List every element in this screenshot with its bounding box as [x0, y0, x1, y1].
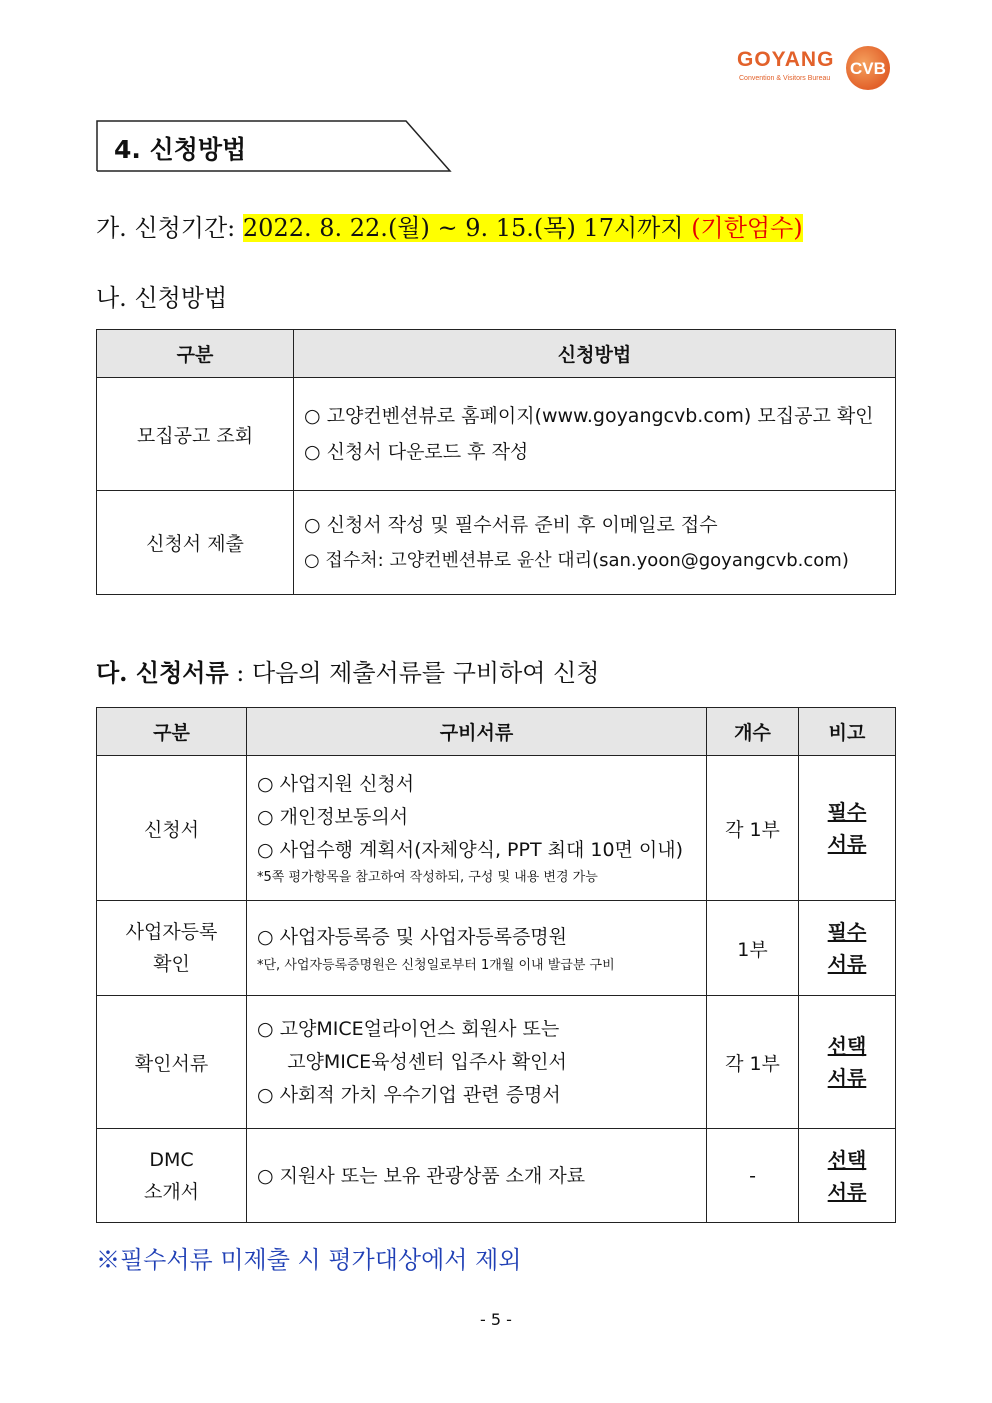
- row-content: [294, 491, 896, 595]
- logo-cvb: CVB: [850, 59, 886, 78]
- header-documents: 구비서류: [247, 708, 707, 756]
- row-remark: [799, 901, 896, 996]
- row-category: 신청서 제출: [97, 491, 294, 595]
- row-category: [97, 901, 247, 996]
- header-category: 구분: [97, 330, 294, 378]
- list-item: ○ 고양컨벤션뷰로 홈페이지(www.goyangcvb.com) 모집공고 확인: [304, 405, 874, 427]
- table-row: [97, 756, 896, 901]
- category-line-2: 확인: [153, 953, 190, 975]
- remark-line-2: 서류: [827, 1066, 867, 1090]
- application-method-table: [96, 329, 896, 595]
- row-count: 각 1부: [707, 996, 799, 1129]
- list-item: ○ 사업수행 계획서(자체양식, PPT 최대 10면 이내): [257, 838, 684, 861]
- table-header-row: [97, 708, 896, 756]
- list-item: ○ 지원사 또는 보유 관광상품 소개 자료: [257, 1164, 586, 1187]
- documents-heading-desc: : 다음의 제출서류를 구비하여 신청: [228, 659, 600, 687]
- category-line-1: 사업자등록: [125, 921, 218, 943]
- table-row: [97, 1129, 896, 1223]
- row-category: 모집공고 조회: [97, 378, 294, 491]
- note-text: *5쪽 평가항목을 참고하여 작성하되, 구성 및 내용 변경 가능: [257, 869, 598, 885]
- row-count: 각 1부: [707, 756, 799, 901]
- row-content: [294, 378, 896, 491]
- list-item: ○ 접수처: 고양컨벤션뷰로 윤산 대리(san.yoon@goyangcvb.com): [304, 549, 849, 571]
- header-count: 개수: [707, 708, 799, 756]
- row-remark: [799, 756, 896, 901]
- application-method-heading: 나. 신청방법: [96, 284, 228, 312]
- table-row: [97, 901, 896, 996]
- table-row: [97, 491, 896, 595]
- row-content: [247, 996, 707, 1129]
- header-method: 신청방법: [294, 330, 896, 378]
- row-category: 확인서류: [97, 996, 247, 1129]
- list-item: ○ 개인정보동의서: [257, 805, 409, 828]
- section-title-box: [96, 120, 452, 172]
- row-count: 1부: [707, 901, 799, 996]
- documents-heading: [96, 653, 599, 688]
- category-line-2: 소개서: [143, 1180, 200, 1203]
- remark-line-2: 서류: [827, 952, 867, 976]
- row-remark: [799, 996, 896, 1129]
- footer-note: ※필수서류 미제출 시 평가대상에서 제외: [96, 1246, 522, 1274]
- application-period-highlight: [243, 214, 803, 242]
- section-title: 4. 신청방법: [114, 135, 247, 164]
- goyang-cvb-logo: [737, 44, 902, 92]
- logo-subtitle: Convention & Visitors Bureau: [739, 75, 831, 82]
- header-category: 구분: [97, 708, 247, 756]
- page-number: - 5 -: [480, 1310, 512, 1329]
- list-item: ○ 사업자등록증 및 사업자등록증명원: [257, 926, 568, 948]
- application-period-line: [96, 208, 803, 243]
- remark-line-1: 필수: [827, 800, 867, 824]
- table-row: [97, 996, 896, 1129]
- table-header-row: [97, 330, 896, 378]
- remark-line-1: 필수: [827, 920, 867, 944]
- row-content: [247, 1129, 707, 1223]
- list-item: ○ 사업지원 신청서: [257, 772, 415, 795]
- remark-line-2: 서류: [827, 832, 867, 856]
- row-remark: [799, 1129, 896, 1223]
- row-category: 신청서: [97, 756, 247, 901]
- documents-heading-label: 다. 신청서류: [96, 658, 229, 687]
- required-documents-table: [96, 707, 896, 1223]
- list-item: ○ 신청서 작성 및 필수서류 준비 후 이메일로 접수: [304, 513, 718, 536]
- application-period-label: 가. 신청기간:: [96, 214, 236, 242]
- list-item: ○ 사회적 가치 우수기업 관련 증명서: [257, 1083, 561, 1106]
- list-item: ○ 고양MICE얼라이언스 회원사 또는: [257, 1017, 560, 1040]
- list-item: 고양MICE육성센터 입주사 확인서: [257, 1050, 567, 1073]
- logo-word: GOYANG: [737, 48, 835, 71]
- category-line-1: DMC: [149, 1148, 194, 1171]
- row-content: [247, 756, 707, 901]
- list-item: ○ 신청서 다운로드 후 작성: [304, 441, 529, 463]
- row-category: [97, 1129, 247, 1223]
- row-count: -: [707, 1129, 799, 1223]
- table-row: [97, 378, 896, 491]
- application-period-value: 2022. 8. 22.(월) ~ 9. 15.(목) 17시까지: [242, 214, 684, 242]
- remark-line-1: 선택: [827, 1034, 867, 1058]
- header-remark: 비고: [799, 708, 896, 756]
- row-content: [247, 901, 707, 996]
- remark-line-2: 서류: [827, 1179, 867, 1204]
- strict-deadline-note: (기한엄수): [691, 214, 803, 242]
- note-text: *단, 사업자등록증명원은 신청일로부터 1개월 이내 발급분 구비: [257, 958, 615, 973]
- remark-line-1: 선택: [827, 1147, 867, 1172]
